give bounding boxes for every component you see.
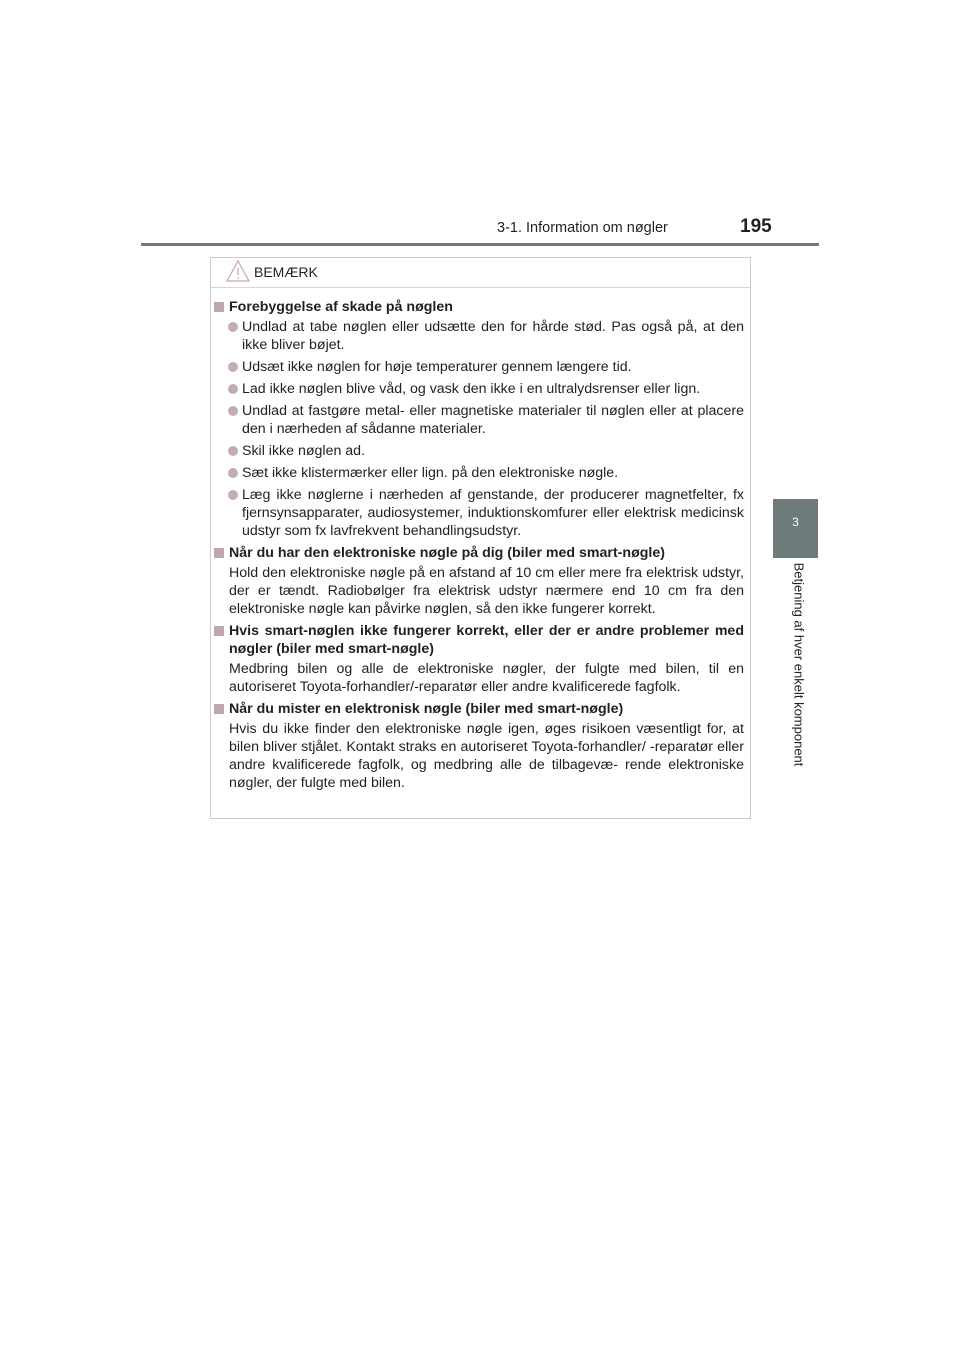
section-title: 3-1. Information om nøgler — [497, 220, 668, 236]
chapter-number: 3 — [792, 515, 799, 529]
section-text: Hvis du ikke finder den elektroniske nøgle igen, øges risikoen væsentligt for, at bilen bliver stjålet. Kontakt straks en autoriseret Toyota-forhandler/ -reparatør eller andre kvalificerede fagfolk, og medbring alle de tilbagevæ- rende elektroniske nøgler, der fulgte med bilen. — [229, 721, 744, 791]
list-item: Undlad at tabe nøglen eller udsætte den for hårde stød. Pas også på, at den ikke bliver bøjet. — [214, 318, 744, 354]
section-heading: Forebyggelse af skade på nøglen — [214, 298, 744, 316]
square-bullet-icon — [214, 548, 224, 558]
notice-box — [210, 257, 751, 819]
list-item: Udsæt ikke nøglen for høje temperaturer gennem længere tid. — [214, 358, 744, 376]
warning-icon — [226, 260, 250, 287]
round-bullet-icon — [228, 468, 238, 478]
square-bullet-icon — [214, 626, 224, 636]
section-text: Hold den elektroniske nøgle på en afstand af 10 cm eller mere fra elektrisk udstyr, der er tændt. Radiobølger fra elektrisk udstyr nærmere end 10 cm fra den elektroniske nøgle kan påvirke nøglen, så den ikke fungerer korrekt. — [229, 565, 744, 617]
section-heading: Når du har den elektroniske nøgle på dig (biler med smart-nøgle) — [214, 544, 744, 562]
list-item: Sæt ikke klistermærker eller lign. på den elektroniske nøgle. — [214, 464, 744, 482]
round-bullet-icon — [228, 384, 238, 394]
section-text: Medbring bilen og alle de elektroniske nøgler, der fulgte med bilen, til en autoriseret Toyota-forhandler/-reparatør eller andre kvalificerede fagfolk. — [229, 661, 744, 695]
square-bullet-icon — [214, 704, 224, 714]
list-item: Læg ikke nøglerne i nærheden af genstande, der producerer magnetfelter, fx fjernsynsapparater, audiosystemer, induktionskomfurer eller elektrisk medicinsk udstyr som fx lavfrekvent behandlingsudstyr. — [214, 486, 744, 540]
list-item: Undlad at fastgøre metal- eller magnetiske materialer til nøglen eller at placere den i nærheden af sådanne materialer. — [214, 402, 744, 438]
notice-content — [214, 298, 744, 796]
square-bullet-icon — [214, 302, 224, 312]
round-bullet-icon — [228, 490, 238, 500]
list-item: Lad ikke nøglen blive våd, og vask den ikke i en ultralydsrenser eller lign. — [214, 380, 744, 398]
list-item: Skil ikke nøglen ad. — [214, 442, 744, 460]
page-number: 195 — [740, 216, 772, 237]
round-bullet-icon — [228, 322, 238, 332]
chapter-label: Betjening af hver enkelt komponent — [791, 562, 807, 767]
section-heading: Hvis smart-nøglen ikke fungerer korrekt, eller der er andre problemer med nøgler (biler med smart-nøgle) — [214, 622, 744, 658]
header-divider — [141, 243, 819, 246]
notice-title: BEMÆRK — [254, 264, 318, 280]
round-bullet-icon — [228, 362, 238, 372]
round-bullet-icon — [228, 446, 238, 456]
section-heading: Når du mister en elektronisk nøgle (biler med smart-nøgle) — [214, 700, 744, 718]
notice-header — [211, 258, 750, 288]
round-bullet-icon — [228, 406, 238, 416]
